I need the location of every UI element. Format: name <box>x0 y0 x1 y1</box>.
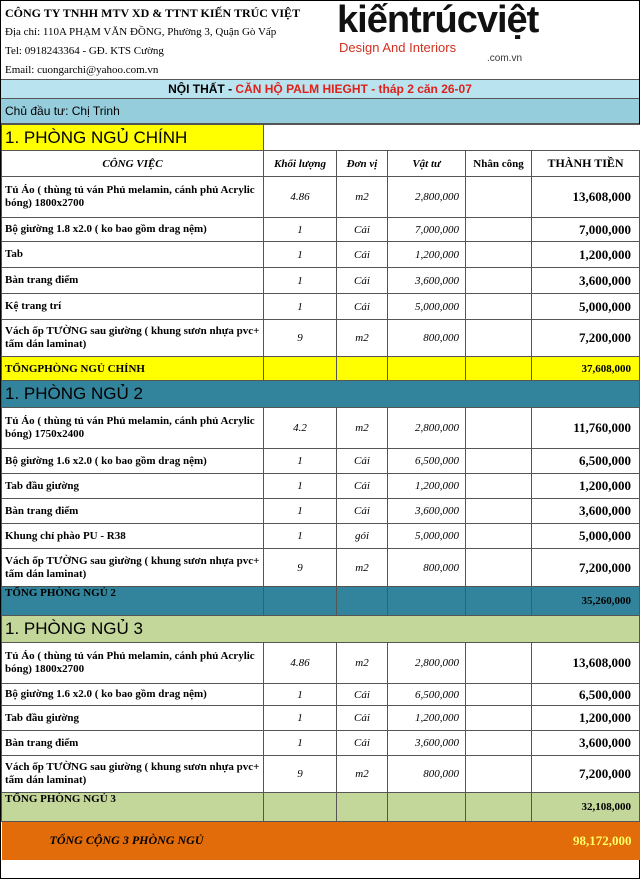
col-unit: Đơn vị <box>337 151 388 177</box>
item-material: 1,200,000 <box>388 706 466 731</box>
table-row <box>2 731 640 756</box>
section-title-row <box>2 381 640 408</box>
item-work: Vách ốp TƯỜNG sau giường ( khung sươn nhựa pvc+ tấm dán laminat) <box>2 756 264 793</box>
item-work: Bộ giường 1.6 x2.0 ( ko bao gồm drag nệm) <box>2 449 264 474</box>
item-unit: m2 <box>337 756 388 793</box>
item-qty: 1 <box>264 499 337 524</box>
item-unit: Cái <box>337 449 388 474</box>
grand-total-section <box>2 822 640 860</box>
item-qty: 1 <box>264 524 337 549</box>
item-qty: 1 <box>264 449 337 474</box>
grand-total-row <box>2 822 640 860</box>
quotation-table <box>1 124 640 860</box>
item-work: Tab <box>2 242 264 268</box>
subtotal-value: 35,260,000 <box>532 587 640 616</box>
item-total: 7,200,000 <box>532 549 640 587</box>
table-row <box>2 177 640 218</box>
item-labor <box>466 268 532 294</box>
item-work: Tab đầu giường <box>2 706 264 731</box>
item-qty: 4.86 <box>264 177 337 218</box>
item-material: 2,800,000 <box>388 177 466 218</box>
item-qty: 1 <box>264 684 337 706</box>
item-labor <box>466 294 532 320</box>
item-material: 800,000 <box>388 756 466 793</box>
item-total: 3,600,000 <box>532 731 640 756</box>
item-qty: 1 <box>264 731 337 756</box>
item-total: 7,200,000 <box>532 756 640 793</box>
item-labor <box>466 320 532 357</box>
company-name: CÔNG TY TNHH MTV XD & TTNT KIẾN TRÚC VIỆT <box>5 6 301 20</box>
table-row <box>2 643 640 684</box>
section-subtotal-row <box>2 357 640 381</box>
column-header-row <box>2 151 640 177</box>
item-work: Bộ giường 1.8 x2.0 ( ko bao gồm drag nệm) <box>2 218 264 242</box>
item-material: 3,600,000 <box>388 268 466 294</box>
section-subtotal-row <box>2 793 640 822</box>
table-row <box>2 320 640 357</box>
section-title: 1. PHÒNG NGỦ 3 <box>2 616 640 643</box>
grand-total-value: 98,172,000 <box>532 822 640 860</box>
item-labor <box>466 549 532 587</box>
section-bedroom-3 <box>2 616 640 822</box>
item-labor <box>466 177 532 218</box>
item-material: 2,800,000 <box>388 408 466 449</box>
item-qty: 9 <box>264 756 337 793</box>
logo-website: .com.vn <box>487 53 523 64</box>
item-total: 3,600,000 <box>532 499 640 524</box>
item-material: 3,600,000 <box>388 499 466 524</box>
company-header <box>1 1 639 80</box>
item-qty: 1 <box>264 218 337 242</box>
logo-tagline: Design And Interiors <box>339 40 457 55</box>
item-unit: Cái <box>337 242 388 268</box>
item-total: 1,200,000 <box>532 706 640 731</box>
item-material: 5,000,000 <box>388 294 466 320</box>
section-master-bedroom <box>2 125 640 381</box>
item-unit: Cái <box>337 499 388 524</box>
section-subtotal-row <box>2 587 640 616</box>
item-labor <box>466 242 532 268</box>
table-row <box>2 524 640 549</box>
item-unit: m2 <box>337 549 388 587</box>
item-labor <box>466 408 532 449</box>
item-qty: 1 <box>264 242 337 268</box>
table-row <box>2 499 640 524</box>
item-qty: 4.86 <box>264 643 337 684</box>
section-title: 1. PHÒNG NGỦ CHÍNH <box>2 125 264 151</box>
section-title: 1. PHÒNG NGỦ 2 <box>2 381 640 408</box>
col-total: THÀNH TIỀN <box>532 151 640 177</box>
item-labor <box>466 684 532 706</box>
item-qty: 1 <box>264 474 337 499</box>
item-unit: gói <box>337 524 388 549</box>
table-row <box>2 549 640 587</box>
item-material: 2,800,000 <box>388 643 466 684</box>
item-work: Bộ giường 1.6 x2.0 ( ko bao gồm drag nệm) <box>2 684 264 706</box>
item-work: Vách ốp TƯỜNG sau giường ( khung sươn nhựa pvc+ tấm dán laminat) <box>2 549 264 587</box>
item-work: Tab đầu giường <box>2 474 264 499</box>
item-labor <box>466 499 532 524</box>
item-total: 11,760,000 <box>532 408 640 449</box>
table-row <box>2 756 640 793</box>
title-part-1: NỘI THẤT - <box>168 82 236 96</box>
table-row <box>2 474 640 499</box>
item-work: Tủ Áo ( thùng tủ ván Phủ melamin, cánh phủ Acrylic bóng) 1750x2400 <box>2 408 264 449</box>
subtotal-label: TỔNG PHÒNG NGỦ 3 <box>2 793 264 822</box>
item-qty: 9 <box>264 549 337 587</box>
item-total: 7,000,000 <box>532 218 640 242</box>
item-work: Tủ Áo ( thùng tủ ván Phủ melamin, cánh phủ Acrylic bóng) 1800x2700 <box>2 177 264 218</box>
col-material: Vật tư <box>388 151 466 177</box>
item-total: 13,608,000 <box>532 643 640 684</box>
item-work: Tủ Áo ( thùng tủ ván Phủ melamin, cánh phủ Acrylic bóng) 1800x2700 <box>2 643 264 684</box>
item-qty: 1 <box>264 706 337 731</box>
item-unit: m2 <box>337 643 388 684</box>
title-part-3: - tháp 2 căn 26-07 <box>367 82 472 96</box>
table-row <box>2 449 640 474</box>
table-row <box>2 684 640 706</box>
document-title <box>1 80 639 99</box>
item-unit: m2 <box>337 408 388 449</box>
item-total: 3,600,000 <box>532 268 640 294</box>
item-work: Kệ trang trí <box>2 294 264 320</box>
logo-wordmark: kiếntrúcviệt <box>337 0 539 41</box>
item-total: 13,608,000 <box>532 177 640 218</box>
company-email: Email: cuongarchi@yahoo.com.vn <box>5 64 159 76</box>
item-total: 6,500,000 <box>532 684 640 706</box>
subtotal-label: TỔNGPHÒNG NGỦ CHÍNH <box>2 357 264 381</box>
col-work: CÔNG VIỆC <box>2 151 264 177</box>
item-total: 1,200,000 <box>532 474 640 499</box>
table-row <box>2 408 640 449</box>
item-total: 5,000,000 <box>532 294 640 320</box>
item-labor <box>466 449 532 474</box>
subtotal-value: 37,608,000 <box>532 357 640 381</box>
subtotal-value: 32,108,000 <box>532 793 640 822</box>
item-material: 6,500,000 <box>388 684 466 706</box>
item-qty: 4.2 <box>264 408 337 449</box>
item-total: 5,000,000 <box>532 524 640 549</box>
item-unit: m2 <box>337 320 388 357</box>
owner-info: Chủ đầu tư: Chị Trinh <box>1 99 639 124</box>
subtotal-label: TỔNG PHÒNG NGỦ 2 <box>2 587 264 616</box>
item-work: Vách ốp TƯỜNG sau giường ( khung sươn nhựa pvc+ tấm dán laminat) <box>2 320 264 357</box>
item-labor <box>466 706 532 731</box>
item-material: 1,200,000 <box>388 474 466 499</box>
table-row <box>2 294 640 320</box>
grand-total-label: TỔNG CỘNG 3 PHÒNG NGỦ <box>2 822 532 860</box>
item-work: Bàn trang điểm <box>2 731 264 756</box>
item-unit: Cái <box>337 218 388 242</box>
item-material: 3,600,000 <box>388 731 466 756</box>
col-labor: Nhân công <box>466 151 532 177</box>
item-labor <box>466 524 532 549</box>
company-address: Địa chỉ: 110A PHẠM VĂN ĐỒNG, Phường 3, Quận Gò Vấp <box>5 26 277 38</box>
table-row <box>2 242 640 268</box>
table-row <box>2 218 640 242</box>
item-labor <box>466 643 532 684</box>
item-unit: Cái <box>337 684 388 706</box>
item-unit: Cái <box>337 474 388 499</box>
company-phone: Tel: 0918243364 - GĐ. KTS Cường <box>5 45 164 57</box>
item-unit: Cái <box>337 706 388 731</box>
item-labor <box>466 474 532 499</box>
section-bedroom-2 <box>2 381 640 616</box>
table-row <box>2 268 640 294</box>
item-unit: Cái <box>337 294 388 320</box>
item-work: Khung chỉ phào PU - R38 <box>2 524 264 549</box>
title-project-name: CĂN HỘ PALM HIEGHT <box>235 82 368 96</box>
item-labor <box>466 731 532 756</box>
item-material: 5,000,000 <box>388 524 466 549</box>
item-qty: 9 <box>264 320 337 357</box>
item-material: 800,000 <box>388 320 466 357</box>
item-unit: Cái <box>337 268 388 294</box>
item-unit: m2 <box>337 177 388 218</box>
section-title-row <box>2 616 640 643</box>
item-material: 1,200,000 <box>388 242 466 268</box>
table-row <box>2 706 640 731</box>
item-material: 800,000 <box>388 549 466 587</box>
item-labor <box>466 218 532 242</box>
item-total: 6,500,000 <box>532 449 640 474</box>
item-material: 6,500,000 <box>388 449 466 474</box>
section-title-row <box>2 125 640 151</box>
item-unit: Cái <box>337 731 388 756</box>
item-qty: 1 <box>264 294 337 320</box>
item-labor <box>466 756 532 793</box>
item-material: 7,000,000 <box>388 218 466 242</box>
item-total: 7,200,000 <box>532 320 640 357</box>
item-work: Bàn trang điểm <box>2 268 264 294</box>
col-qty: Khối lượng <box>264 151 337 177</box>
item-qty: 1 <box>264 268 337 294</box>
company-logo <box>337 0 577 69</box>
item-work: Bàn trang điểm <box>2 499 264 524</box>
item-total: 1,200,000 <box>532 242 640 268</box>
